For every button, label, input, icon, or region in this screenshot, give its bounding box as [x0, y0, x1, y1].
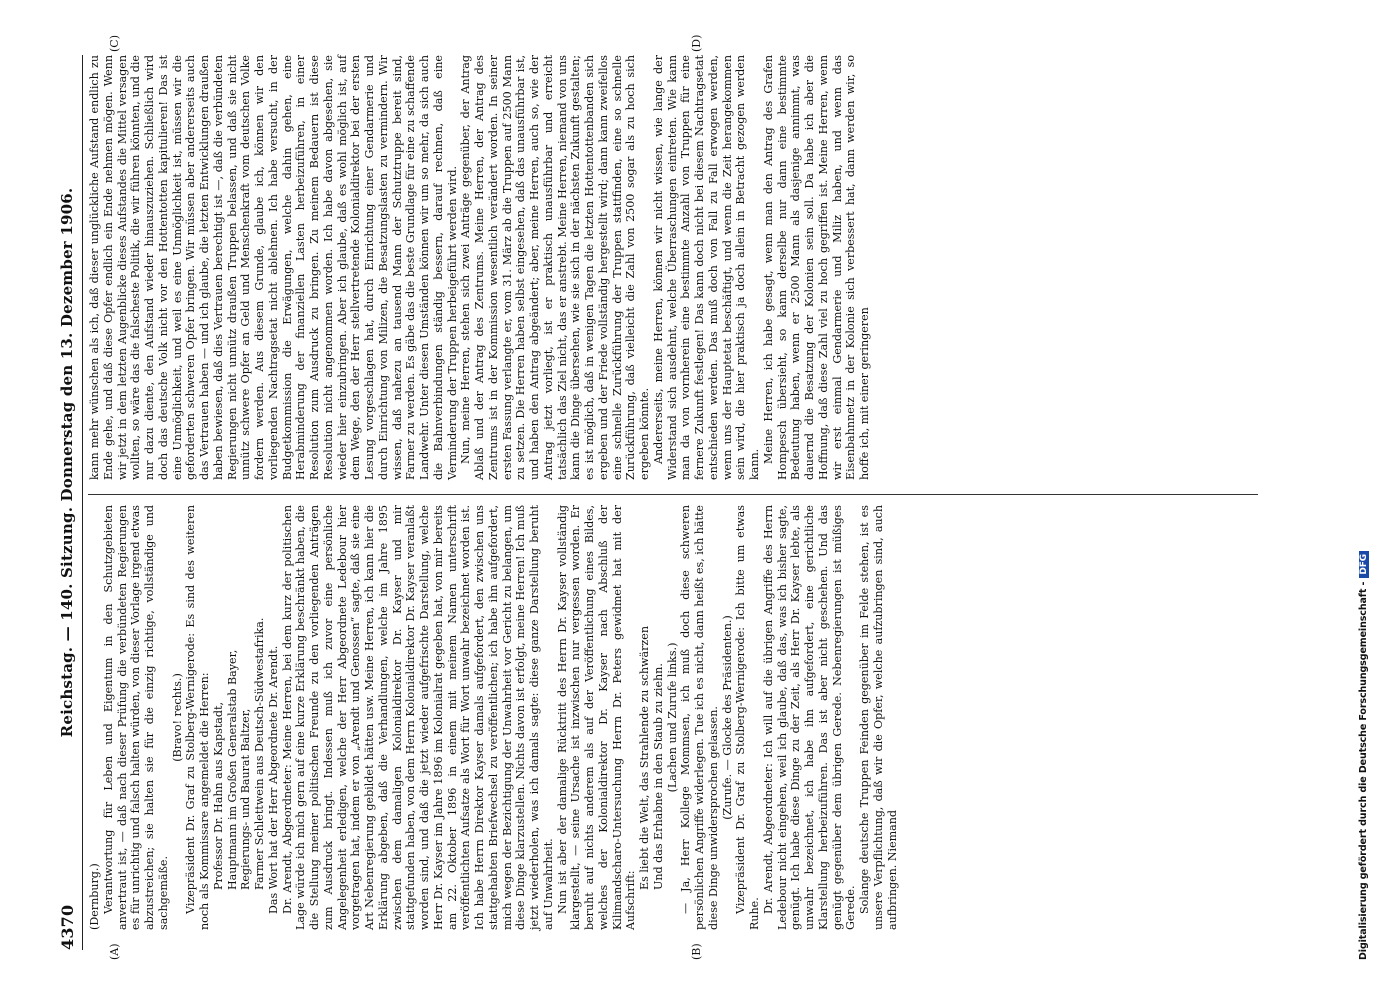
paragraph: Vizepräsident Dr. Graf zu Stolberg-Wernigerode: Es sind des weiteren noch als Kommissare angemeldet die Herren: — [184, 505, 211, 930]
margin-marker-a: (A) — [108, 943, 121, 960]
digitization-credit — [1358, 0, 1376, 960]
paragraph: Dr. Arendt, Abgeordneter: Ich will auf die übrigen Angriffe des Herrn Ledebour nicht eingehen, weil ich glaube, daß das, was ich bisher sagte, genügt. Ich habe diese Dinge zu der Zeit, als Herr Dr. Kayser lebte, als unwahr bezeichnet, ich habe ihn aufgefordert, eine gerichtliche Klarstellung herbeizuführen. Das ist aber nicht geschehen. Und das genügt gegenüber dem übrigen Gerede. Nebenregierungen ist müßiges Gerede. — [761, 505, 858, 930]
paragraph: Nun ist aber der damalige Rücktritt des Herrn Dr. Kayser vollständig klargestellt, — seine Ursache ist inzwischen nur vergessen worden. Er beruht auf nichts anderem als auf der Veröffentlichung eines Bildes, welches der Kolonialdirektor Dr. Kayser nach Abschluß der Kilimandscharo-Untersuchung Herrn Dr. Peters gewidmet hat mit der Aufschrift: — [555, 505, 638, 930]
page-number: 4370 — [58, 904, 77, 950]
list-item: Hauptmann im Großen Generalstab Bayer, — [225, 649, 239, 890]
margin-marker-d: (D) — [690, 34, 703, 52]
text-column-left — [88, 505, 899, 930]
paragraph: Dr. Arendt, Abgeordneter: Meine Herren, bei dem kurz der politischen Lage würde ich mich gern auf eine kurze Erklärung beschränkt haben, die die Stellung meiner politischen Freunde zu den vorliegenden Anträgen zum Ausdruck bringt. Indessen muß ich zuvor eine persönliche Angelegenheit erledigen, welche der Herr Abgeordnete Ledebour hier vorgetragen hat, indem er von „Arendt und Genossen“ sagte, daß sie eine Art Nebenregierung gebildet hätten usw. Meine Herren, ich kann hier die Erklärung abgeben, daß die Verhandlungen, welche im Jahre 1895 zwischen dem damaligen Kolonialdirektor Dr. Kayser und mir stattgefunden haben, von dem Herrn Kolonialdirektor Dr. Kayser veranlaßt worden sind, und daß die jetzt wieder aufgefrischte Darstellung, welche Herr Dr. Kayser im Jahre 1896 im Kolonialrat gegeben hat, von mir bereits am 22. Oktober 1896 in einem mit meinem Namen unterschrift veröffentlichten Aufsatze als Wort für Wort unwahr bezeichnet worden ist. Ich habe Herrn Direktor Kayser damals aufgefordert, den zwischen uns stattgehabten Briefwechsel zu veröffentlichen; ich habe ihn aufgefordert, mich wegen der Bezichtigung der Unwahrheit vor Gericht zu belangen, um diese Dinge klarzustellen. Nichts davon ist erfolgt, meine Herren! Ich muß jetzt wiederholen, was ich damals sagte: diese ganze Darstellung beruht auf Unwahrheit. — [280, 505, 555, 930]
margin-marker-c: (C) — [108, 35, 121, 52]
paragraph: Solange deutsche Truppen Feinden gegenüber im Felde stehen, ist es unsere Verpflichtung, daß wir die Opfer, welche aufzubringen sind, auch aufbringen. Niemand — [858, 505, 899, 930]
list-item: Professor Dr. Hahn aus Kapstadt, — [211, 702, 225, 890]
list-item: Regierungs- und Baurat Baltzer, — [239, 708, 253, 890]
credit-text: Digitalisierung gefördert durch die Deutsche Forschungsgemeinschaft - — [1358, 581, 1369, 960]
interjection: (Zurufe. — Glocke des Präsidenten.) — [720, 615, 734, 820]
paragraph: Das Wort hat der Herr Abgeordnete Dr. Arendt. — [266, 645, 280, 914]
page-header — [58, 55, 80, 950]
text-column-right — [88, 55, 872, 480]
paragraph: Meine Herren, ich habe gesagt, wenn man den Antrag des Grafen Hompesch übersieht, so kann derselbe nur dann eine bestimmte Bedeutung haben, wenn er 2500 Mann als dasjenige annimmt, was dauernd die Besatzung der Kolonien sein soll. Da habe ich aber die Hoffnung, daß diese Zahl viel zu hoch gegriffen ist. Meine Herren, wenn wir erst einmal Gendarmerie und Miliz haben, und wenn das Eisenbahnnetz in der Kolonie sich verbessert hat, dann werden wir, so hoffe ich, mit einer geringeren — [761, 55, 871, 480]
paragraph: kann mehr wünschen als ich, daß dieser unglückliche Aufstand endlich zu Ende gehe, und daß diese Opfer endlich ein Ende nehmen mögen. Wenn wir jetzt in dem letzten Augenblicke dieses Aufstandes die Mittel versagen wollten, so wäre das die falscheste Politik, die wir führen könnten, und die nur dazu diente, den Aufstand wieder hinauszuziehen. Schließlich wird doch das deutsche Volk nicht vor den Hottentotten kapitulieren! Das ist eine Unmöglichkeit, und weil es eine Unmöglichkeit ist, müssen wir die geforderten schweren Opfer bringen. Wir müssen aber andererseits auch das Vertrauen haben — und ich glaube, die letzten Entwicklungen draußen haben bewiesen, daß dies Vertrauen berechtigt ist —, daß die verbündeten Regierungen nicht unnütz draußen Truppen belassen, und daß sie nicht unnütz schwere Opfer an Geld und Menschenkraft vom deutschen Volke fordern werden. Aus diesem Grunde, glaube ich, können wir den vorliegenden Nachtragsetat nicht ablehnen. Ich habe versucht, in der Budgetkommission die Erwägungen, welche dahin gehen, eine Herabminderung der finanziellen Lasten herbeizuführen, in einer Resolution zum Ausdruck zu bringen. Zu meinem Bedauern ist diese Resolution nicht angenommen worden. Ich habe davon abgesehen, sie wieder hier einzubringen. Aber ich glaube, daß es wohl möglich ist, auf dem Wege, den der Herr stellvertretende Kolonialdirektor bei der ersten Lesung vorgeschlagen hat, durch Einrichtung einer Gendarmerie und durch Einrichtung von Milizen, die Besatzungslasten zu vermindern. Wir wissen, daß nahezu an tausend Mann der Schutztruppe bereit sind, Farmer zu werden. Es gäbe das die beste Grundlage für eine zu schaffende Landwehr. Unter diesen Umständen können wir um so mehr, da sich auch die Bahnverbindungen ständig bessern, darauf rechnen, daß eine Verminderung der Truppen herbeigeführt werden wird. — [88, 55, 459, 480]
paragraph: — Ja, Herr Kollege Mommsen, ich muß doch diese schweren persönlichen Angriffe widerlegen. Tue ich es nicht, dann heißt es, ich hätte diese Dinge unwidersprochen gelassen. — [679, 505, 720, 930]
speaker-tag: (Dernburg.) — [88, 863, 101, 930]
interjection: (Bravo! rechts.) — [170, 673, 184, 762]
paragraph: Andererseits, meine Herren, können wir nicht wissen, wie lange der Widerstand sich ausdehnt, welche Überraschungen eintreten. Wie kann man da von vornherein eine bestimmte Anzahl von Truppen für eine fernere Zukunft festlegen! Das kann doch nicht bei diesem Nachtragsetat entschieden werden. Das muß doch von Fall zu Fall erwogen werden, wenn uns der Hauptetat beschäftigt, und wenn die Zeit herangekommen sein wird, die hier praktisch ja doch allein in Betracht gezogen werden kann. — [651, 55, 761, 480]
page-header-title: Reichstag. — 140. Sitzung. Donnerstag den 13. Dezember 1906. — [58, 187, 76, 738]
paragraph: Nun, meine Herren, stehen sich zwei Anträge gegenüber, der Antrag Ablaß und der Antrag des Zentrums. Meine Herren, der Antrag des Zentrums ist in der Kommission wesentlich verändert worden. In seiner ersten Fassung verlangte er, vom 31. März ab die Truppen auf 2500 Mann zu setzen. Die Herren haben selbst eingesehen, daß das unausführbar ist, und haben den Antrag abgeändert; aber, meine Herren, auch so, wie der Antrag jetzt vorliegt, ist er praktisch unausführbar und erreicht tatsächlich das Ziel nicht, das er anstrebt. Meine Herren, niemand von uns kann die Dinge übersehen, wie sie sich in der nächsten Zukunft gestalten; es ist möglich, daß in wenigen Tagen die letzten Hottentottenbanden sich ergeben und der Friede vollständig hergestellt wird; dann kann zweifellos eine schnelle Zurückführung der Truppen stattfinden, eine so schnelle Zurückführung, daß vielleicht die Zahl von 2500 sogar als zu hoch sich ergeben könnte. — [459, 55, 651, 480]
interjection: (Lachen und Zurufe links.) — [665, 642, 679, 793]
header-rule — [82, 55, 83, 950]
paragraph: Vizepräsident Dr. Graf zu Stolberg-Wernigerode: Ich bitte um etwas Ruhe. — [734, 505, 761, 930]
verse-line: Und das Erhabne in den Staub zu ziehn. — [651, 663, 665, 890]
verse-line: Es liebt die Welt, das Strahlende zu schwärzen — [638, 626, 651, 890]
margin-marker-b: (B) — [690, 943, 703, 960]
column-divider — [88, 494, 1258, 495]
paragraph: Verantwortung für Leben und Eigentum in den Schutzgebieten anvertraut ist, — daß nach dieser Prüfung die verbündeten Regierungen es für unrichtig und falsch halten würden, von dieser Vorlage irgend etwas abzustreichen; sie halten sie für die einzig richtige, vollständige und sachgemäße. — [101, 505, 170, 930]
list-item: Farmer Schlettwein aus Deutsch-Südwestafrika. — [253, 617, 266, 890]
dfg-logo: DFG — [1359, 551, 1369, 578]
